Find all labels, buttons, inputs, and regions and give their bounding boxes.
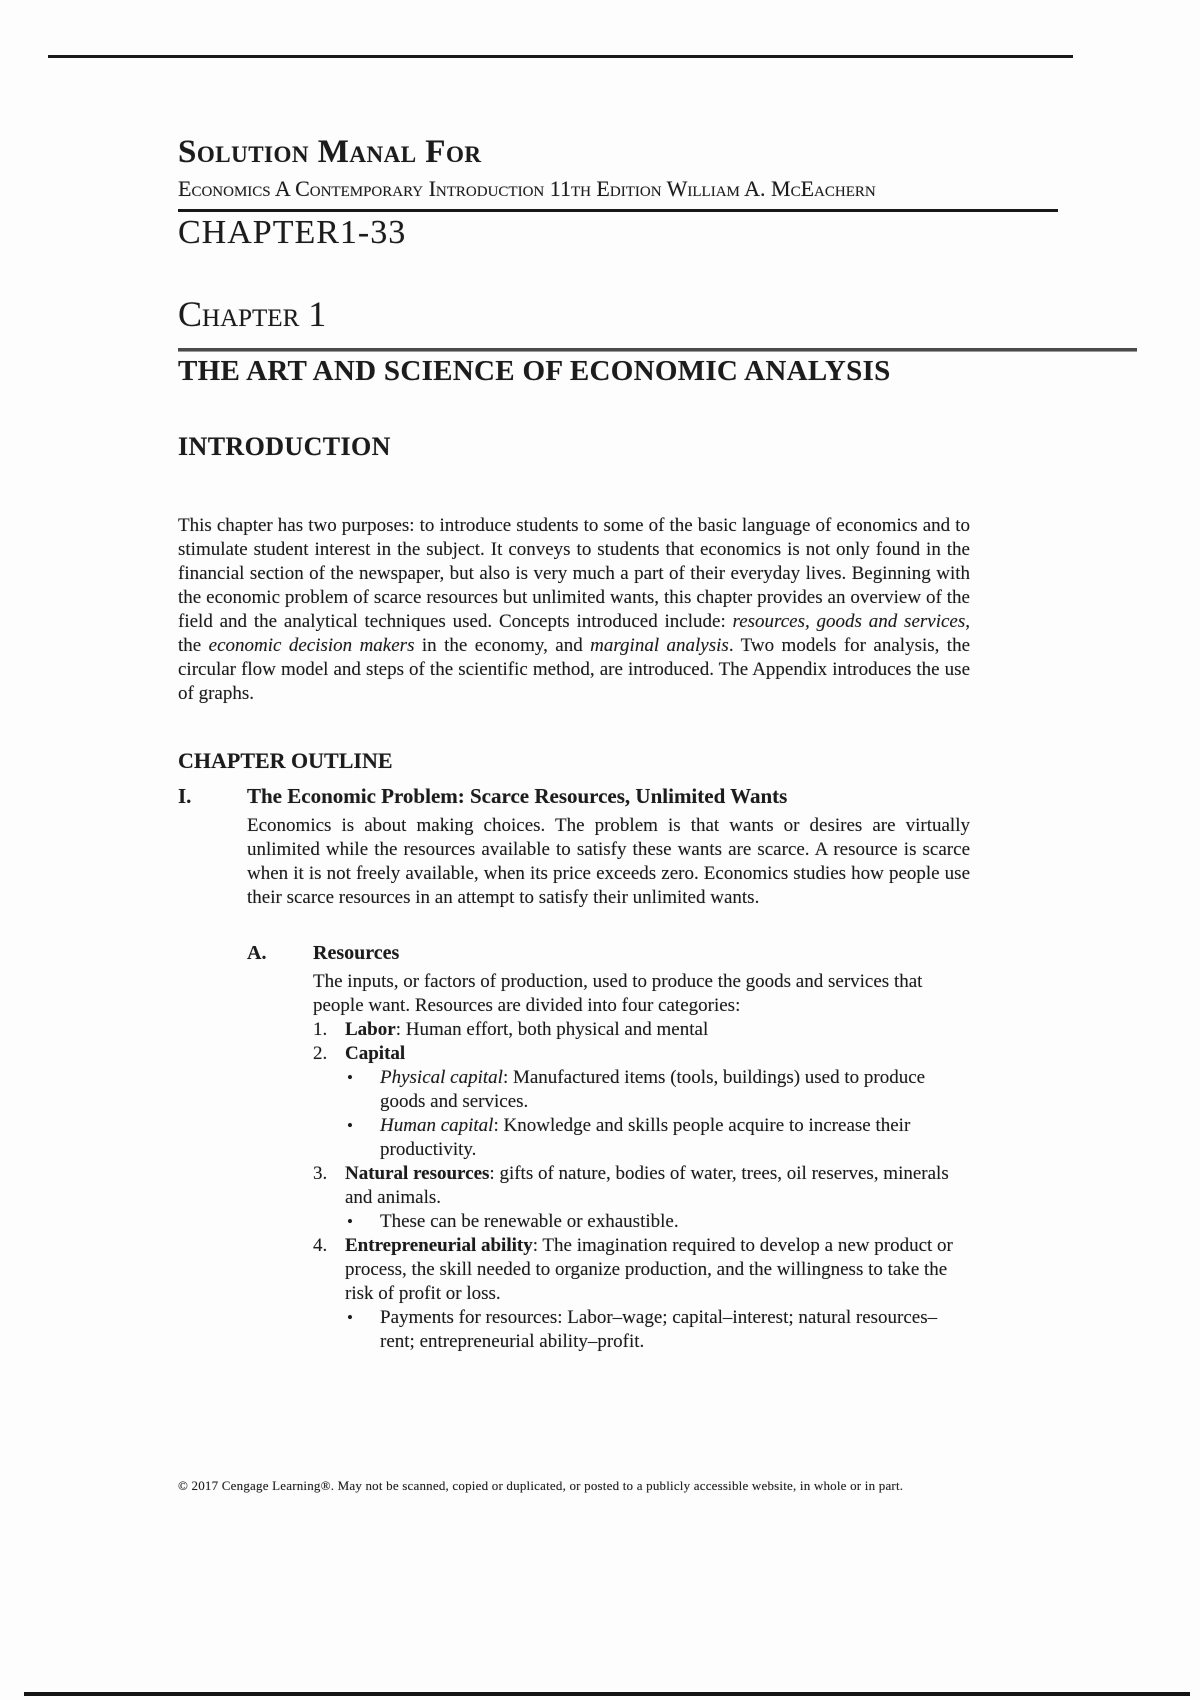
bullet-item (347, 1114, 970, 1162)
outline-section-paragraph: Economics is about making choices. The problem is that wants or desires are virtually unlimited while the resources available to satisfy these wants are scarce. A resource is scarce when it is not freely available, when its price exceeds zero. Economics studies how people use their scarce resources in an attempt to satisfy their unlimited wants. (247, 815, 970, 908)
book-title-underlined: Economics A Contemporary Introduction 11th Edition William A. McEachern (178, 176, 1058, 212)
bullet-lead-italic: Human capital (380, 1115, 494, 1136)
item-number: 3. (313, 1163, 328, 1184)
bullet-text: Human capital: Knowledge and skills people acquire to increase their productivity. (380, 1115, 911, 1160)
list-item (313, 1234, 970, 1306)
bullet-item (347, 1306, 970, 1354)
bottom-divider (24, 1692, 1190, 1696)
subsection-letter: A. (247, 942, 267, 964)
bullet-icon: • (347, 1068, 353, 1087)
chapter-range: CHAPTER1-33 (178, 214, 407, 251)
bullet-text: These can be renewable or exhaustible. (380, 1211, 679, 1232)
bullet-lead-italic: Physical capital (380, 1067, 503, 1088)
outline-section-number: I. (178, 784, 192, 808)
bullet-icon: • (347, 1212, 353, 1231)
item-term: Entrepreneurial ability (345, 1235, 533, 1256)
subsection-intro: The inputs, or factors of production, used to produce the goods and services that people want. Resources are divided into four categories: (313, 971, 923, 1016)
outline-subsection-row (247, 942, 947, 965)
list-item (313, 1162, 970, 1210)
resource-list (313, 1018, 970, 1354)
text-run: . Two models for analysis, the circular flow model and steps of the scientific method, are introduced. The Appendix introduces the use of graphs. (178, 635, 971, 704)
list-item (313, 1018, 970, 1042)
item-text: Entrepreneurial ability: The imagination required to develop a new product or process, the skill needed to organize production, and the willingness to take the risk of profit or loss. (345, 1235, 953, 1304)
chapter-title: THE ART AND SCIENCE OF ECONOMIC ANALYSIS (178, 355, 891, 387)
chapter-divider (178, 348, 1137, 352)
item-term: Labor (345, 1019, 396, 1040)
item-term: Capital (345, 1043, 406, 1064)
title-block (178, 134, 1058, 253)
text-run: in the economy, and (414, 635, 591, 656)
subsection-title: Resources (313, 942, 400, 964)
chapter-number-heading: Chapter 1 (178, 294, 327, 334)
bullet-icon: • (347, 1308, 353, 1327)
text-run: This chapter has two purposes: to introduce students to some of the basic language of economics and to stimulate student interest in the subject. It conveys to students that economics is not only found in the financial section of the newspaper, but also is very much a part of their everyday lives. Beginning with the economic problem of scarce resources but unlimited wants, this chapter provides an overview of the field and the analytical techniques used. Concepts introduced include: (178, 515, 970, 632)
chapter-outline-heading: CHAPTER OUTLINE (178, 748, 393, 773)
solution-manual-title: Solution Manal For (178, 134, 482, 170)
item-text: Natural resources: gifts of nature, bodies of water, trees, oil reserves, minerals and animals. (345, 1163, 949, 1208)
italic-text-run: marginal analysis (590, 635, 729, 656)
top-divider (48, 55, 1073, 58)
item-number: 4. (313, 1235, 328, 1256)
copyright-notice: © 2017 Cengage Learning®. May not be scanned, copied or duplicated, or posted to a publicly accessible website, in whole or in part. (178, 1478, 904, 1493)
bullet-text: Physical capital: Manufactured items (tools, buildings) used to produce goods and services. (380, 1067, 926, 1112)
item-text (345, 1042, 970, 1066)
italic-text-run: resources, goods and services (732, 611, 966, 632)
outline-section-row (178, 784, 970, 809)
chapter-heading-block (178, 294, 1137, 387)
text-run: , the (178, 611, 970, 656)
outline-section-title: The Economic Problem: Scarce Resources, Unlimited Wants (247, 784, 788, 808)
bullet-item (347, 1066, 970, 1114)
bullet-text: Payments for resources: Labor–wage; capital–interest; natural resources–rent; entrepreneurial ability–profit. (380, 1307, 938, 1352)
list-item (313, 1042, 970, 1066)
italic-text-run: economic decision makers (208, 635, 415, 656)
item-term: Natural resources (345, 1163, 490, 1184)
item-text: Labor: Human effort, both physical and mental (345, 1019, 709, 1040)
item-number: 1. (313, 1019, 328, 1040)
bullet-item (347, 1210, 970, 1234)
introduction-paragraph (178, 514, 970, 706)
introduction-heading: INTRODUCTION (178, 432, 391, 461)
item-number: 2. (313, 1043, 328, 1064)
bullet-icon: • (347, 1116, 353, 1135)
